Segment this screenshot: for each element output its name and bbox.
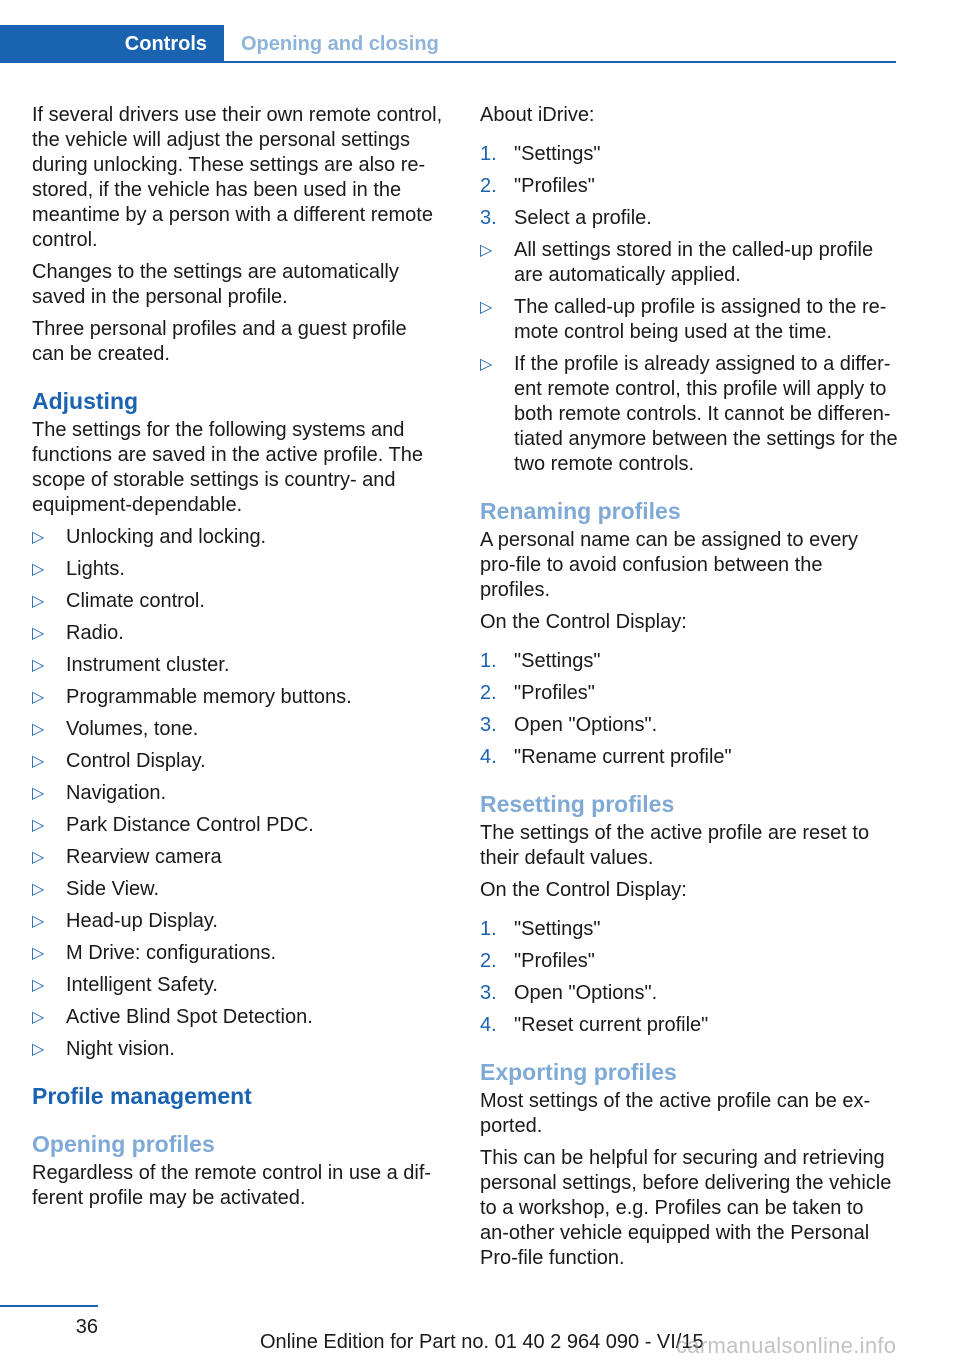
list-item: [32, 749, 444, 774]
list-item-text: Night vision.: [66, 1038, 175, 1060]
about-idrive: About iDrive:: [480, 104, 595, 126]
bullet-marker-icon: ▷: [32, 817, 45, 834]
list-item: [32, 525, 444, 550]
resetting-text: The settings of the active profile are reset to their default values.: [480, 822, 870, 869]
heading-opening-profiles: Opening profiles: [32, 1131, 215, 1157]
step-item: [480, 174, 898, 199]
intro-paragraph-1: If several drivers use their own remote control, the vehicle will adjust the personal settings during unlocking. These settings are also re-stored, if the vehicle has been used in the meantime by a person with a different remote control.: [32, 104, 443, 251]
list-item-text: "Settings": [514, 143, 601, 165]
list-item-text: Open "Options".: [514, 714, 658, 736]
list-item-text: Side View.: [66, 878, 160, 900]
list-item-text: "Settings": [514, 650, 601, 672]
heading-renaming-profiles: Renaming profiles: [480, 498, 681, 524]
bullet-marker-icon: ▷: [32, 945, 45, 962]
list-item-text: Intelligent Safety.: [66, 974, 218, 996]
step-number: 4.: [480, 746, 497, 768]
step-number: 2.: [480, 175, 497, 197]
list-item: [32, 589, 444, 614]
heading-adjusting: Adjusting: [32, 388, 139, 414]
bullet-marker-icon: ▷: [480, 242, 493, 259]
list-item-text: Open "Options".: [514, 982, 658, 1004]
intro-paragraph-2: Changes to the settings are automatically saved in the personal profile.: [32, 261, 399, 308]
step-item: [480, 713, 898, 738]
bullet-marker-icon: ▷: [32, 689, 45, 706]
list-item-text: "Reset current profile": [514, 1014, 709, 1036]
step-number: 2.: [480, 682, 497, 704]
bullet-marker-icon: ▷: [32, 753, 45, 770]
list-item: [32, 1005, 444, 1030]
watermark: carmanualsonline.info: [676, 1333, 897, 1358]
adjusting-text: The settings for the following systems and functions are saved in the active profile. The scope of storable settings is country- and equipment-dependable.: [32, 419, 423, 516]
list-item-text: Radio.: [66, 622, 124, 644]
list-item: [32, 877, 444, 902]
list-item-text: Park Distance Control PDC.: [66, 814, 314, 836]
bullet-marker-icon: ▷: [32, 1009, 45, 1026]
list-item-text: All settings stored in the called-up profile are automatically applied.: [514, 239, 874, 286]
list-item-text: Select a profile.: [514, 207, 652, 229]
list-item: [32, 717, 444, 742]
step-number: 4.: [480, 1014, 497, 1036]
bullet-marker-icon: ▷: [32, 881, 45, 898]
step-item: [480, 649, 898, 674]
list-item: [32, 685, 444, 710]
list-item: [32, 973, 444, 998]
list-item-text: Programmable memory buttons.: [66, 686, 352, 708]
step-item: [480, 1013, 898, 1038]
list-item-text: Volumes, tone.: [66, 718, 199, 740]
page-header: [0, 25, 896, 63]
bullet-marker-icon: ▷: [480, 299, 493, 316]
opening-steps-list: [480, 142, 898, 231]
heading-exporting-profiles: Exporting profiles: [480, 1059, 677, 1085]
list-item: [480, 352, 898, 477]
list-item-text: Unlocking and locking.: [66, 526, 267, 548]
list-item-text: Instrument cluster.: [66, 654, 230, 676]
exporting-text-2: This can be helpful for securing and retrieving personal settings, before delivering the vehicle to a workshop, e.g. Profiles can be taken to an-other vehicle equipped with the Personal Pro-file function.: [480, 1147, 892, 1269]
heading-resetting-profiles: Resetting profiles: [480, 791, 675, 817]
bullet-marker-icon: ▷: [32, 657, 45, 674]
list-item: [480, 295, 898, 345]
list-item-text: The called-up profile is assigned to the re-mote control being used at the time.: [514, 296, 887, 343]
list-item-text: "Profiles": [514, 175, 595, 197]
header-tab-opening-closing: Opening and closing: [241, 33, 439, 55]
step-number: 3.: [480, 982, 497, 1004]
footer-edition: Online Edition for Part no. 01 40 2 964 090 - VI/15: [260, 1331, 704, 1353]
renaming-steps-list: [480, 649, 898, 770]
bullet-marker-icon: ▷: [32, 785, 45, 802]
renaming-lead: On the Control Display:: [480, 611, 687, 633]
resetting-steps-list: [480, 917, 898, 1038]
left-column: [32, 103, 444, 1218]
page-number: 36: [75, 1316, 98, 1338]
header-tab-controls: Controls: [0, 25, 224, 63]
list-item-text: "Profiles": [514, 682, 595, 704]
list-item-text: Control Display.: [66, 750, 206, 772]
step-item: [480, 142, 898, 167]
list-item: [32, 1037, 444, 1062]
resetting-lead: On the Control Display:: [480, 879, 687, 901]
list-item: [32, 653, 444, 678]
opening-notes-list: [480, 238, 898, 477]
adjusting-list: [32, 525, 444, 1062]
bullet-marker-icon: ▷: [32, 625, 45, 642]
bullet-marker-icon: ▷: [32, 561, 45, 578]
bullet-marker-icon: ▷: [32, 977, 45, 994]
list-item-text: Lights.: [66, 558, 125, 580]
bullet-marker-icon: ▷: [32, 593, 45, 610]
exporting-text: Most settings of the active profile can be ex-ported.: [480, 1090, 871, 1137]
step-number: 1.: [480, 918, 497, 940]
list-item-text: M Drive: configurations.: [66, 942, 277, 964]
list-item: [32, 909, 444, 934]
list-item: [32, 813, 444, 838]
bullet-marker-icon: ▷: [480, 356, 493, 373]
opening-profiles-text: Regardless of the remote control in use a dif-ferent profile may be activated.: [32, 1162, 432, 1209]
renaming-text: A personal name can be assigned to every pro-file to avoid confusion between the profiles.: [480, 529, 859, 601]
step-number: 1.: [480, 143, 497, 165]
step-number: 3.: [480, 714, 497, 736]
list-item-text: Head-up Display.: [66, 910, 218, 932]
list-item: [32, 781, 444, 806]
list-item-text: Navigation.: [66, 782, 167, 804]
list-item-text: "Rename current profile": [514, 746, 732, 768]
bullet-marker-icon: ▷: [32, 721, 45, 738]
header-rule: [0, 61, 896, 63]
list-item-text: If the profile is already assigned to a differ-ent remote control, this profile will apply to both remote controls. It cannot be differen-tiated anymore between the settings for the two remote controls.: [514, 353, 898, 475]
list-item-text: Climate control.: [66, 590, 205, 612]
step-item: [480, 981, 898, 1006]
bullet-marker-icon: ▷: [32, 913, 45, 930]
bullet-marker-icon: ▷: [32, 849, 45, 866]
step-item: [480, 917, 898, 942]
right-column: [480, 103, 898, 1278]
heading-profile-management: Profile management: [32, 1083, 252, 1109]
bullet-marker-icon: ▷: [32, 529, 45, 546]
list-item-text: Rearview camera: [66, 846, 222, 868]
footer-rule: [0, 1305, 98, 1307]
step-item: [480, 206, 898, 231]
list-item-text: "Profiles": [514, 950, 595, 972]
list-item-text: "Settings": [514, 918, 601, 940]
step-item: [480, 745, 898, 770]
step-number: 1.: [480, 650, 497, 672]
step-item: [480, 681, 898, 706]
list-item: [32, 557, 444, 582]
list-item: [32, 845, 444, 870]
intro-paragraph-3: Three personal profiles and a guest profile can be created.: [32, 318, 407, 365]
list-item: [32, 941, 444, 966]
step-item: [480, 949, 898, 974]
step-number: 2.: [480, 950, 497, 972]
list-item: [480, 238, 898, 288]
bullet-marker-icon: ▷: [32, 1041, 45, 1058]
list-item: [32, 621, 444, 646]
list-item-text: Active Blind Spot Detection.: [66, 1006, 313, 1028]
step-number: 3.: [480, 207, 497, 229]
